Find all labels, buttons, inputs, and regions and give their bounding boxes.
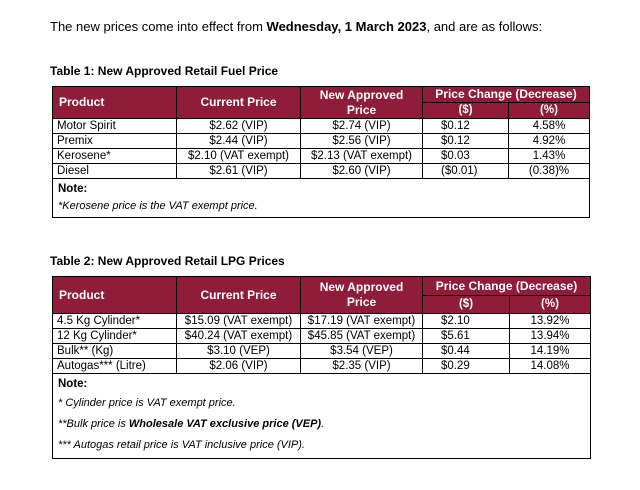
intro-prefix: The new prices come into effect from [50,19,267,34]
cell-product: Autogas*** (Litre) [53,359,177,374]
note-kerosene: *Kerosene price is the VAT exempt price. [58,200,258,212]
cell-current: $2.61 (VIP) [177,164,301,179]
header-new-line1: New Approved [319,87,404,102]
cell-current: $2.62 (VIP) [177,119,301,134]
table-row [53,314,591,329]
cell-product: Kerosene* [53,149,177,164]
cell-new: $2.60 (VIP) [301,164,423,179]
cell-product: 4.5 Kg Cylinder* [53,314,177,329]
header-price-change: Price Change (Decrease) [423,277,591,296]
note-bulk-suffix: . [321,418,325,430]
cell-product: 12 Kg Cylinder* [53,329,177,344]
table1-caption: Table 1: New Approved Retail Fuel Price [50,64,279,78]
cell-change: $0.44 [423,344,510,359]
cell-product: Bulk** (Kg) [53,344,177,359]
note-bulk [58,414,585,435]
note-bulk-prefix: **Bulk price is [58,418,129,430]
cell-new: $2.74 (VIP) [301,119,423,134]
table-header-row [53,277,591,296]
cell-current: $2.10 (VAT exempt) [177,149,301,164]
header-new-line1: New Approved [319,280,404,294]
header-new-price [301,87,423,119]
cell-change: $2.10 [423,314,510,329]
table-row [53,119,590,134]
cell-pct: 4.58% [509,119,590,134]
cell-current: $2.44 (VIP) [177,134,301,149]
effective-date: Wednesday, 1 March 2023 [266,19,427,34]
cell-pct: (0.38)% [509,164,590,179]
cell-current: $3.10 (VEP) [177,344,301,359]
fuel-price-table [52,86,590,218]
header-new-line2: Price [346,295,377,309]
cell-current: $2.06 (VIP) [177,359,301,374]
note-cylinder: * Cylinder price is VAT exempt price. [58,397,236,409]
cell-product: Premix [53,134,177,149]
cell-change: $0.12 [423,119,509,134]
note-bulk-bold: Wholesale VAT exclusive price (VEP) [128,418,322,430]
cell-current: $40.24 (VAT exempt) [177,329,301,344]
table-row [53,344,591,359]
cell-change: $0.03 [423,149,509,164]
cell-current: $15.09 (VAT exempt) [177,314,301,329]
table-row [53,134,590,149]
note-row [53,179,590,218]
note-cell [53,374,591,459]
header-new-price [301,277,423,314]
note-row [53,374,591,459]
cell-pct: 13.92% [510,314,591,329]
table-header-row [53,87,590,103]
table-row [53,359,591,374]
note-autogas: *** Autogas retail price is VAT inclusive price (VIP). [58,439,305,451]
note-cell [53,179,590,218]
cell-pct: 13.94% [510,329,591,344]
cell-product: Diesel [53,164,177,179]
cell-pct: 4.92% [509,134,590,149]
header-change-dollar: ($) [423,103,509,119]
header-change-pct: (%) [510,296,591,314]
table-row [53,329,591,344]
header-product: Product [53,277,177,314]
cell-new: $2.13 (VAT exempt) [301,149,423,164]
cell-pct: 14.08% [510,359,591,374]
cell-new: $45.85 (VAT exempt) [301,329,423,344]
lpg-price-table [52,276,591,459]
cell-product: Motor Spirit [53,119,177,134]
cell-new: $17.19 (VAT exempt) [301,314,423,329]
intro-text [50,19,542,34]
header-change-pct: (%) [509,103,590,119]
header-product: Product [53,87,177,119]
cell-new: $2.35 (VIP) [301,359,423,374]
header-current-price: Current Price [177,87,301,119]
cell-pct: 14.19% [510,344,591,359]
intro-suffix: , and are as follows: [426,19,543,34]
note-title: Note: [58,183,88,195]
header-current-price: Current Price [177,277,301,314]
cell-change: $5.61 [423,329,510,344]
cell-pct: 1.43% [509,149,590,164]
cell-change: ($0.01) [423,164,509,179]
cell-new: $2.56 (VIP) [301,134,423,149]
cell-change: $0.12 [423,134,509,149]
note-title: Note: [58,378,88,390]
cell-new: $3.54 (VEP) [301,344,423,359]
table2-caption: Table 2: New Approved Retail LPG Prices [50,254,285,268]
table-row [53,164,590,179]
header-change-dollar: ($) [423,296,510,314]
cell-change: $0.29 [423,359,510,374]
table-row [53,149,590,164]
header-price-change: Price Change (Decrease) [423,87,590,103]
header-new-line2: Price [346,102,377,117]
